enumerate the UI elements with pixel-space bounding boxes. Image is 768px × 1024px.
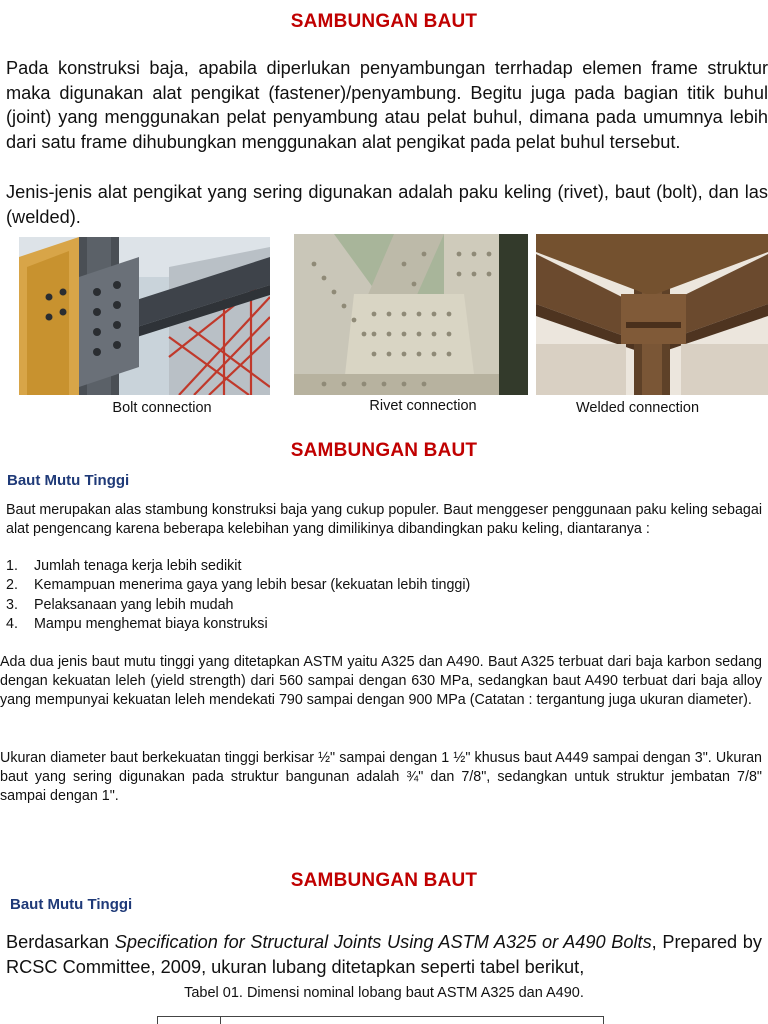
rivet-connection-caption: Rivet connection: [369, 398, 477, 414]
advantages-list: [6, 557, 470, 635]
table-caption: Tabel 01. Dimensi nominal lobang baut ASTM A325 dan A490.: [184, 985, 584, 1001]
welded-connection-photo: [536, 234, 768, 395]
section2-subheading: Baut Mutu Tinggi: [7, 472, 130, 489]
list-item: 4. Mampu menghemat biaya konstruksi: [6, 616, 268, 633]
spec-title: Specification for Structural Joints Using ASTM A325 or A490 Bolts: [114, 932, 652, 952]
astm-paragraph: Ada dua jenis baut mutu tinggi yang ditetapkan ASTM yaitu A325 dan A490. Baut A325 terbuat dari baja karbon sedang dengan kekuatan leleh (yield strength) dari 560 sampai dengan 630 MPa, sedangkan baut A490 terbuat dari baja alloy yang mempunyai kekuatan leleh mendekati 790 sampai dengan 900 MPa (Catatan : tergantung juga ukuran diameter).: [0, 654, 762, 709]
intro-paragraph: Pada konstruksi baja, apabila diperlukan penyambungan terrhadap elemen frame struktur maka digunakan alat pengikat (fastener)/penyambung. Begitu juga pada bagian titik buhul (joint) yang menggunakan pelat penyambung atau pelat buhul, dimana pada umumnya lebih dari satu frame dihubungkan menggunakan alat pengikat pada pelat buhul tersebut.: [6, 58, 768, 152]
bolt-intro-paragraph: Baut merupakan alas stambung konstruksi baja yang cukup populer. Baut menggeser penggunaan paku keling sebagai alat pengencang karena beberapa kelebihan yang dimilikinya dibandingkan paku keling, diantaranya :: [6, 502, 762, 538]
rivet-connection-photo: [294, 234, 528, 395]
rcsc-paragraph: Berdasarkan Specification for Structural Joints Using ASTM A325 or A490 Bolts, Prepared by RCSC Committee, 2009, ukuran lubang ditetapkan seperti tabel berikut,: [6, 932, 763, 977]
fastener-types-paragraph: Jenis-jenis alat pengikat yang sering digunakan adalah paku keling (rivet), baut (bolt), dan las (welded).: [6, 182, 768, 227]
list-item: 1. Jumlah tenaga kerja lebih sedikit: [6, 558, 242, 574]
section3-title: SAMBUNGAN BAUT: [290, 870, 478, 891]
bolt-hole-table: [157, 1016, 604, 1024]
list-item: 3. Pelaksanaan yang lebih mudah: [6, 596, 234, 613]
page-title: SAMBUNGAN BAUT: [290, 11, 478, 32]
section3-subheading: Baut Mutu Tinggi: [10, 896, 133, 913]
bolt-connection-photo: [19, 237, 270, 395]
welded-connection-caption: Welded connection: [575, 400, 700, 416]
bolt-connection-caption: Bolt connection: [112, 400, 212, 416]
diameter-paragraph: Ukuran diameter baut berkekuatan tinggi berkisar ½" sampai dengan 1 ½" khusus baut A449 sampai dengan 3". Ukuran baut yang sering digunakan pada struktur bangunan adalah ¾" dan 7/8", sedangkan untuk struktur jembatan 7/8" sampai dengan 1".: [0, 750, 762, 805]
list-item: 2. Kemampuan menerima gaya yang lebih besar (kekuatan lebih tinggi): [6, 577, 471, 594]
section2-title: SAMBUNGAN BAUT: [290, 440, 478, 461]
